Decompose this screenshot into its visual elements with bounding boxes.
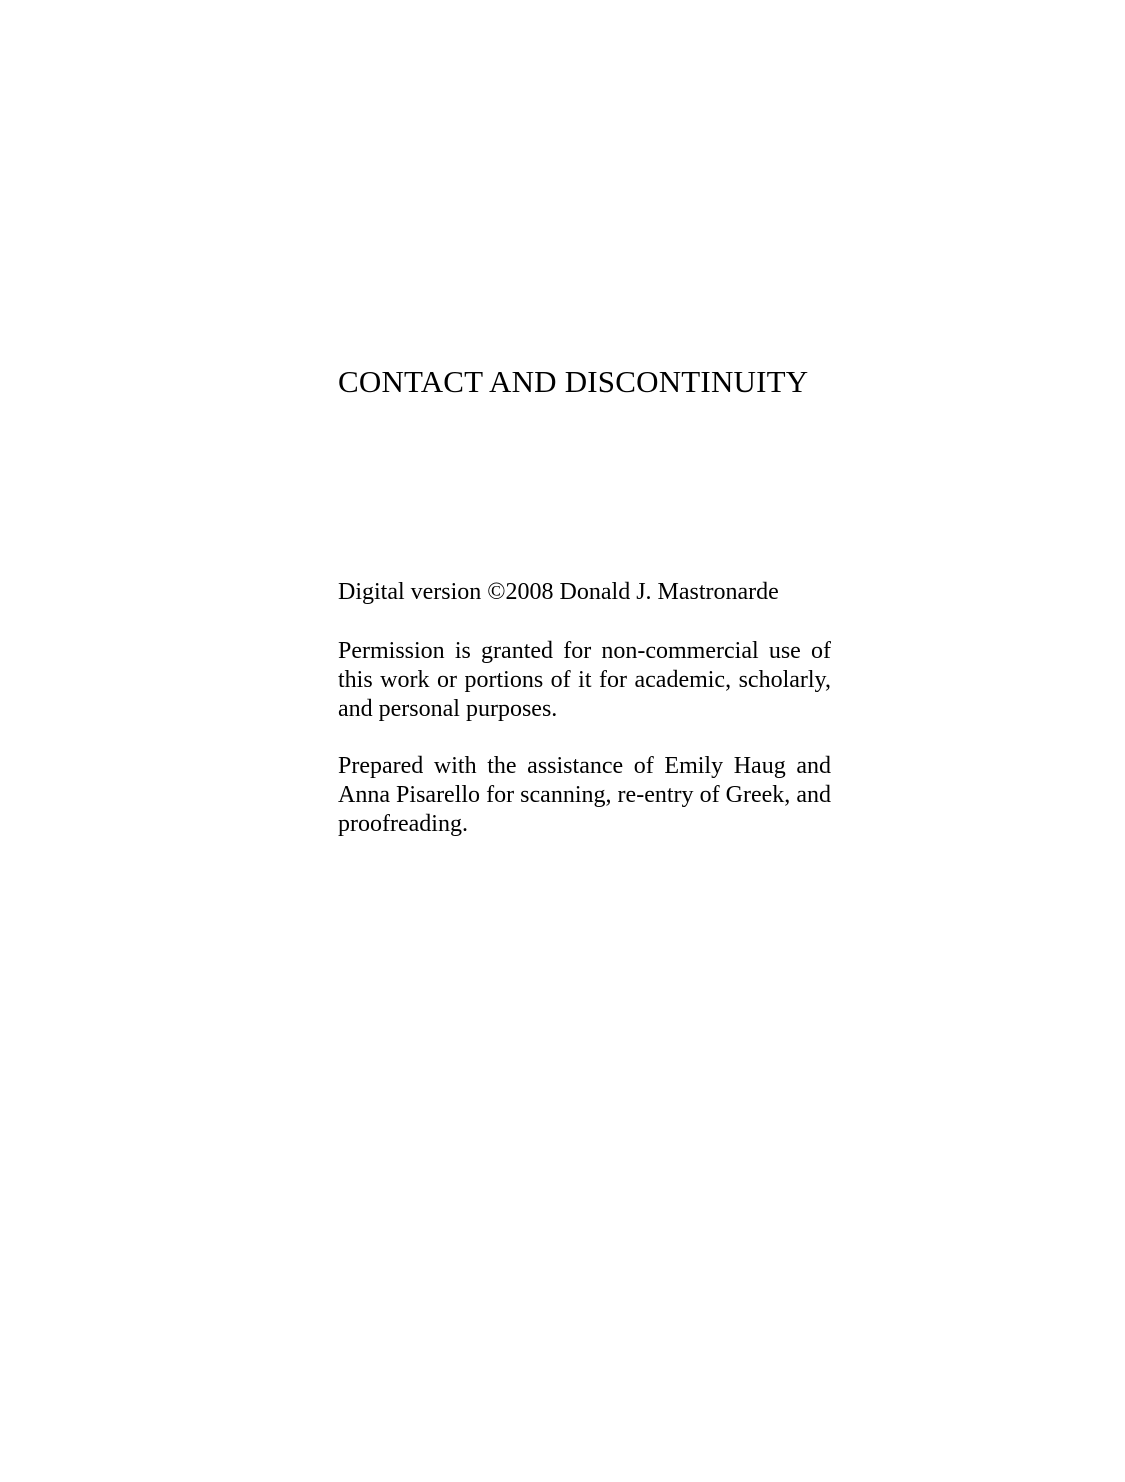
document-title: CONTACT AND DISCONTINUITY — [338, 364, 809, 399]
permission-paragraph: Permission is granted for non-commercial use of this work or portions of it for academic, scholarly, and personal purposes. — [338, 638, 831, 722]
acknowledgment-paragraph: Prepared with the assistance of Emily Haug and Anna Pisarello for scanning, re-entry of Greek, and proofreading. — [338, 753, 831, 837]
copyright-line: Digital version ©2008 Donald J. Mastronarde — [338, 579, 779, 605]
